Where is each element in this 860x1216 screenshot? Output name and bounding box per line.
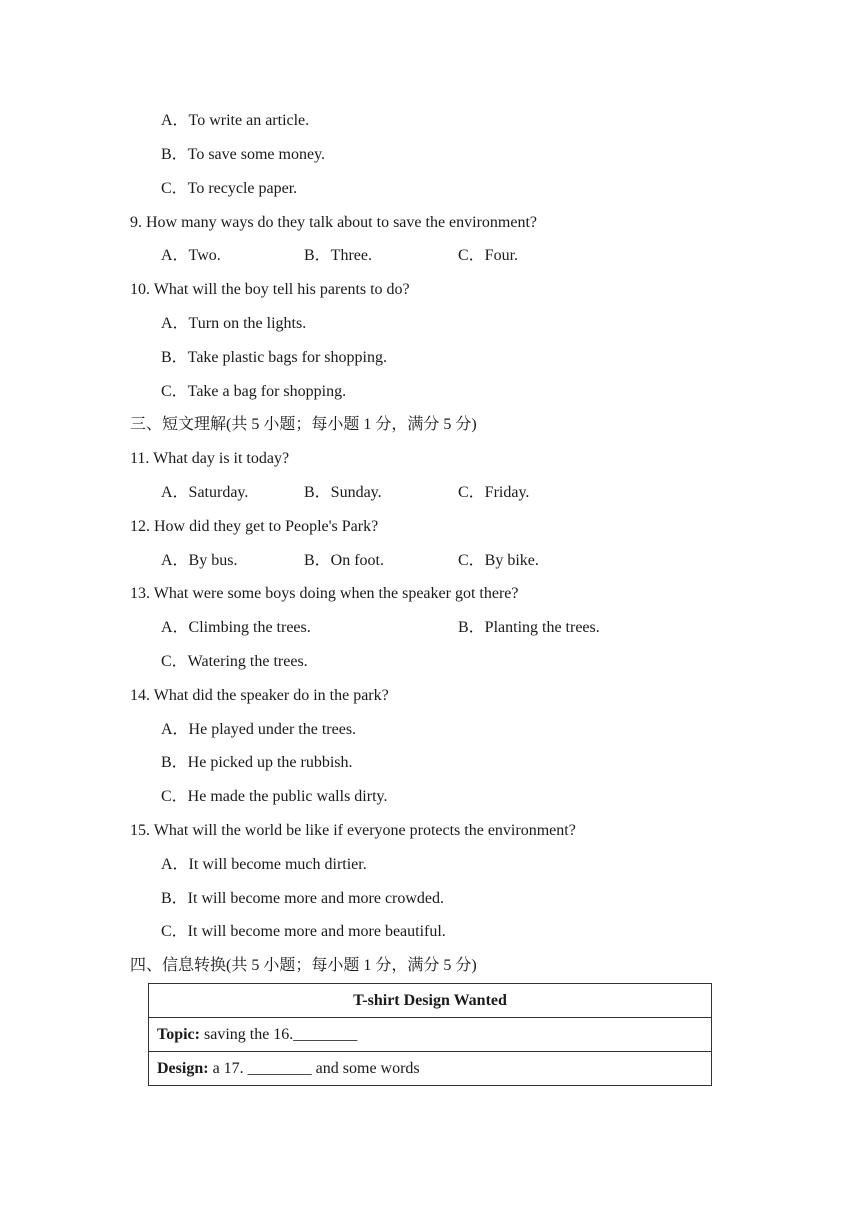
q13-option-c: C．Watering the trees. xyxy=(161,653,308,670)
topic-cell xyxy=(149,1018,712,1052)
q13-option-a: A．Climbing the trees. xyxy=(161,619,311,636)
design-label: Design: xyxy=(157,1059,209,1077)
q12-option-c: C．By bike. xyxy=(458,552,539,569)
q14-question: 14. What did the speaker do in the park? xyxy=(130,687,389,704)
q15-option-a: A．It will become much dirtier. xyxy=(161,856,367,873)
design-cell xyxy=(149,1052,712,1086)
q9-option-a: A．Two. xyxy=(161,247,221,264)
q15-question: 15. What will the world be like if everyone protects the environment? xyxy=(130,822,576,839)
q14-option-c: C．He made the public walls dirty. xyxy=(161,788,388,805)
q15-option-b: B．It will become more and more crowded. xyxy=(161,890,445,907)
q8-option-b: B．To save some money. xyxy=(161,146,326,163)
q8-option-a: A．To write an article. xyxy=(161,112,310,129)
q8-option-c: C．To recycle paper. xyxy=(161,180,298,197)
q11-option-b: B．Sunday. xyxy=(304,484,382,501)
topic-text: saving the 16.________ xyxy=(199,1025,358,1043)
q10-question: 10. What will the boy tell his parents to do? xyxy=(130,281,410,298)
info-table-title: T-shirt Design Wanted xyxy=(149,984,712,1018)
q10-option-a: A．Turn on the lights. xyxy=(161,315,307,332)
info-table-row-design xyxy=(149,1052,712,1086)
q15-option-c: C．It will become more and more beautiful. xyxy=(161,923,446,940)
q9-option-b: B．Three. xyxy=(304,247,372,264)
q11-question: 11. What day is it today? xyxy=(130,450,290,467)
q12-option-b: B．On foot. xyxy=(304,552,385,569)
q13-option-b: B．Planting the trees. xyxy=(458,619,600,636)
q11-option-c: C．Friday. xyxy=(458,484,530,501)
q11-options xyxy=(0,482,860,504)
section-4-heading: 四、信息转换(共 5 小题；每小题 1 分，满分 5 分) xyxy=(130,957,477,974)
q12-option-a: A．By bus. xyxy=(161,552,238,569)
info-table-row-topic xyxy=(149,1018,712,1052)
info-table-title-row xyxy=(149,984,712,1018)
q9-option-c: C．Four. xyxy=(458,247,519,264)
q10-option-b: B．Take plastic bags for shopping. xyxy=(161,349,387,366)
q14-option-a: A．He played under the trees. xyxy=(161,721,357,738)
info-table xyxy=(148,983,712,1086)
q14-option-b: B．He picked up the rubbish. xyxy=(161,754,353,771)
q13-options-row1 xyxy=(0,617,860,639)
q13-question: 13. What were some boys doing when the speaker got there? xyxy=(130,585,519,602)
topic-label: Topic: xyxy=(157,1025,200,1043)
q9-question: 9. How many ways do they talk about to save the environment? xyxy=(130,214,538,231)
q12-question: 12. How did they get to People's Park? xyxy=(130,518,379,535)
section-3-heading: 三、短文理解(共 5 小题；每小题 1 分，满分 5 分) xyxy=(130,416,477,433)
q11-option-a: A．Saturday. xyxy=(161,484,249,501)
design-text: a 17. ________ and some words xyxy=(208,1059,420,1077)
q12-options xyxy=(0,550,860,572)
q10-option-c: C．Take a bag for shopping. xyxy=(161,383,347,400)
q9-options xyxy=(0,245,860,267)
